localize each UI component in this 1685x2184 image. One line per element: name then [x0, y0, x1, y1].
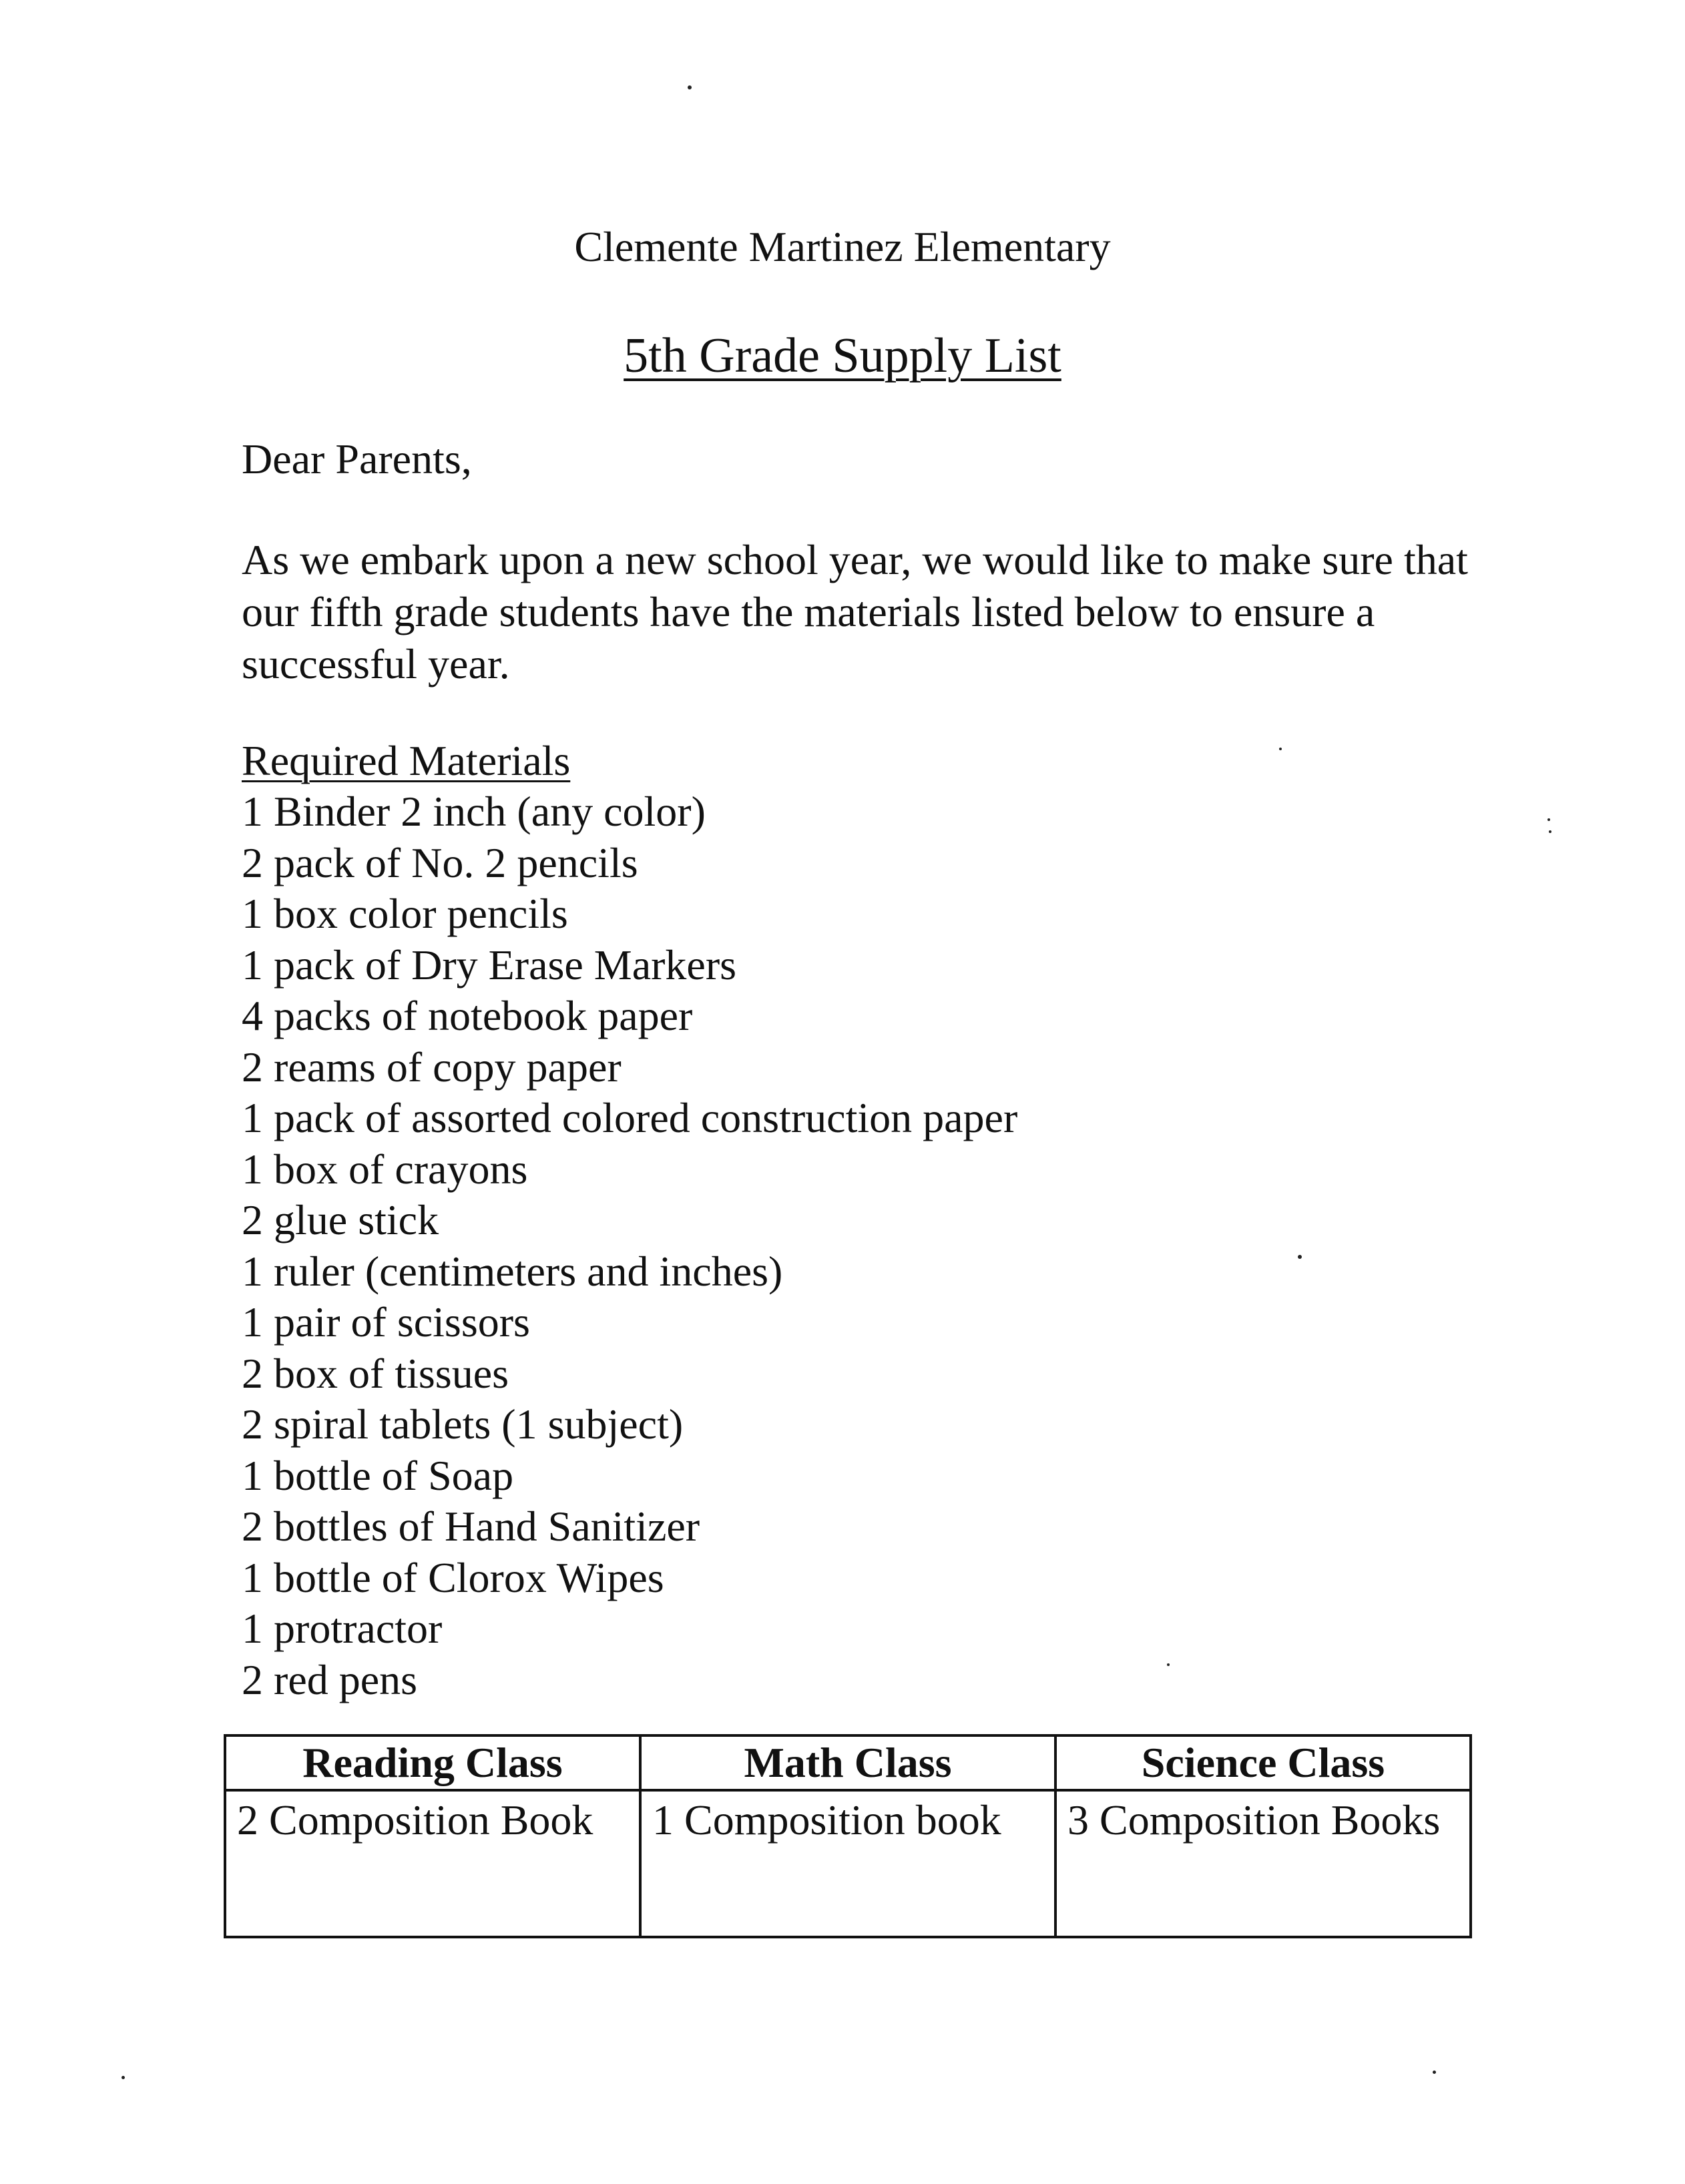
scan-speck [1433, 2071, 1436, 2074]
table-header-row [225, 1735, 1471, 1790]
material-item: 1 pair of scissors [242, 1298, 530, 1346]
reading-class-header: Reading Class [225, 1735, 640, 1790]
material-item: 2 bottles of Hand Sanitizer [242, 1503, 700, 1550]
material-item: 1 box color pencils [242, 890, 568, 937]
scan-speck [1167, 1663, 1170, 1666]
material-item: 1 box of crayons [242, 1145, 528, 1193]
material-item: 2 pack of No. 2 pencils [242, 838, 638, 886]
supply-list-title-text: 5th Grade Supply List [624, 328, 1061, 383]
letter-intro: As we embark upon a new school year, we would like to make sure that our fifth grade students have the materials listed below to ensure a successful year. [242, 536, 1468, 688]
material-item: 1 pack of Dry Erase Markers [242, 940, 737, 989]
scan-speck [688, 85, 692, 89]
material-item: 1 pack of assorted colored construction paper [242, 1094, 1018, 1141]
required-materials-heading: Required Materials [242, 737, 571, 784]
supply-list-title [0, 326, 1685, 386]
material-item: 1 Binder 2 inch (any color) [242, 788, 706, 835]
school-name: Clemente Martinez Elementary [574, 223, 1111, 270]
material-item: 1 bottle of Clorox Wipes [242, 1553, 664, 1601]
scan-speck [1549, 830, 1551, 833]
material-item: 1 ruler (centimeters and inches) [242, 1247, 783, 1295]
scan-speck [1547, 818, 1550, 821]
material-item: 4 packs of notebook paper [242, 992, 693, 1039]
required-materials-list [242, 786, 1017, 1705]
scan-speck [1279, 748, 1282, 750]
class-supplies-table [224, 1734, 1472, 1938]
letter-greeting: Dear Parents, [242, 435, 472, 483]
scan-speck [1298, 1255, 1302, 1259]
material-item: 2 red pens [242, 1655, 418, 1703]
science-class-header: Science Class [1055, 1735, 1471, 1790]
math-class-header: Math Class [640, 1735, 1055, 1790]
reading-class-cell: 2 Composition Book [225, 1790, 640, 1937]
material-item: 2 reams of copy paper [242, 1043, 622, 1091]
scan-speck [122, 2076, 125, 2079]
science-class-cell: 3 Composition Books [1055, 1790, 1471, 1937]
material-item: 2 spiral tablets (1 subject) [242, 1400, 684, 1448]
material-item: 2 glue stick [242, 1196, 439, 1244]
table-row [225, 1790, 1471, 1937]
material-item: 1 protractor [242, 1605, 443, 1652]
math-class-cell: 1 Composition book [640, 1790, 1055, 1937]
material-item: 1 bottle of Soap [242, 1451, 514, 1499]
material-item: 2 box of tissues [242, 1349, 509, 1397]
